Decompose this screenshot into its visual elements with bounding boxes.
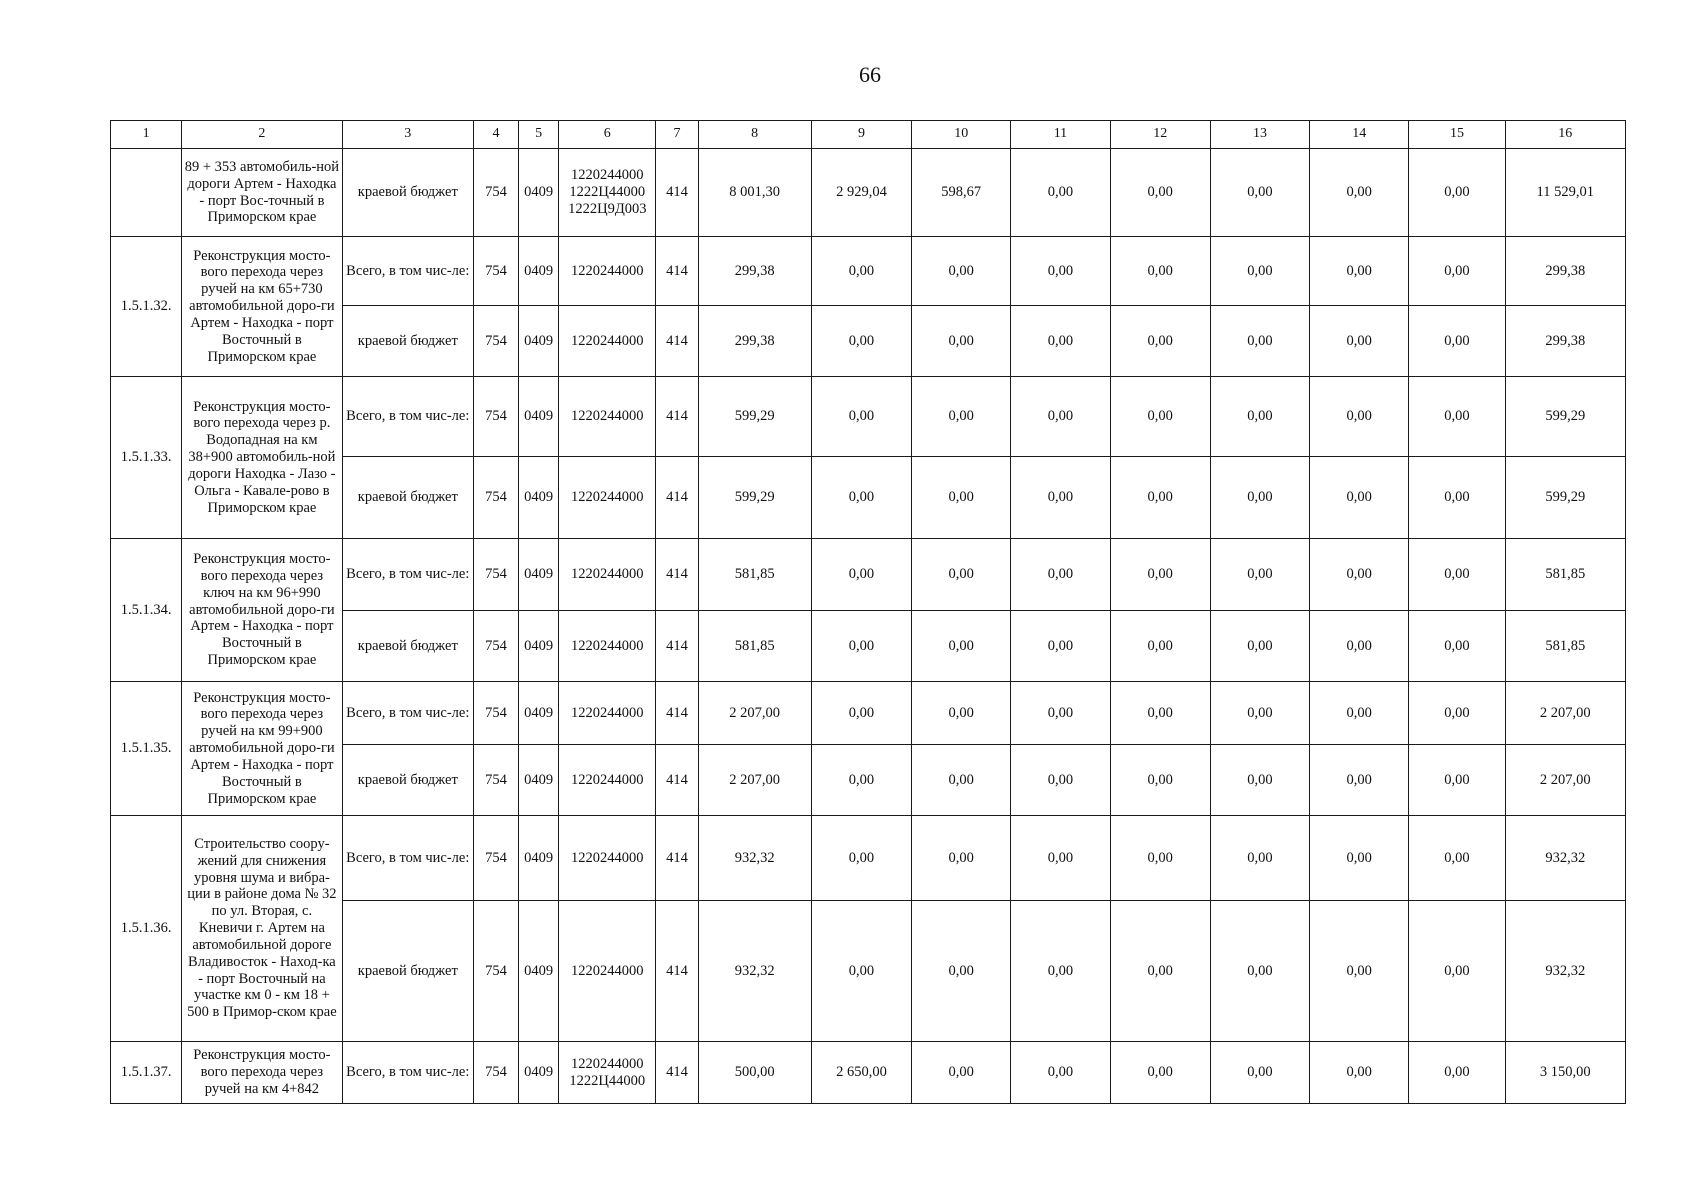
column-number-12: 12 — [1110, 121, 1210, 149]
target-article-code: 1220244000 — [559, 816, 656, 901]
table-row — [111, 237, 1626, 306]
amount-col-13: 0,00 — [1210, 611, 1309, 682]
column-number-15: 15 — [1409, 121, 1505, 149]
amount-col-10: 598,67 — [912, 149, 1011, 237]
expense-type-code: 414 — [656, 306, 698, 377]
amount-col-9: 0,00 — [811, 901, 911, 1042]
amount-col-15: 0,00 — [1409, 237, 1505, 306]
amount-col-13: 0,00 — [1210, 539, 1309, 611]
amount-col-14: 0,00 — [1310, 901, 1409, 1042]
page-number: 66 — [859, 62, 881, 87]
amount-col-13: 0,00 — [1210, 816, 1309, 901]
section-code: 0409 — [519, 237, 559, 306]
expense-type-code: 414 — [656, 611, 698, 682]
amount-col-10: 0,00 — [912, 306, 1011, 377]
funding-source: Всего, в том чис-ле: — [342, 539, 473, 611]
amount-col-12: 0,00 — [1110, 745, 1210, 816]
amount-col-14: 0,00 — [1310, 306, 1409, 377]
amount-col-12: 0,00 — [1110, 149, 1210, 237]
funding-source: краевой бюджет — [342, 901, 473, 1042]
amount-col-8: 8 001,30 — [698, 149, 811, 237]
amount-col-10: 0,00 — [912, 816, 1011, 901]
column-number-3: 3 — [342, 121, 473, 149]
section-code: 0409 — [519, 1042, 559, 1104]
item-description: Строительство соору-жений для снижения уровня шума и вибра-ции в районе дома № 32 по ул. Вторая, с. Кневичи г. Артем на автомобильной дороге Владивосток - Наход-ка - порт Восточный на участке км 0 - км 18 + 500 в Примор-ском крае — [182, 816, 342, 1042]
amount-col-16: 2 207,00 — [1505, 745, 1625, 816]
amount-col-16: 599,29 — [1505, 457, 1625, 539]
amount-col-9: 0,00 — [811, 457, 911, 539]
amount-col-9: 0,00 — [811, 611, 911, 682]
column-number-4: 4 — [473, 121, 518, 149]
amount-col-8: 932,32 — [698, 816, 811, 901]
column-number-14: 14 — [1310, 121, 1409, 149]
amount-col-8: 2 207,00 — [698, 682, 811, 745]
target-article-code: 1220244000 — [559, 611, 656, 682]
ministry-code: 754 — [473, 377, 518, 457]
amount-col-14: 0,00 — [1310, 539, 1409, 611]
target-article-code: 1220244000 1222Ц44000 1222Ц9Д003 — [559, 149, 656, 237]
amount-col-14: 0,00 — [1310, 611, 1409, 682]
amount-col-9: 0,00 — [811, 377, 911, 457]
item-code: 1.5.1.37. — [111, 1042, 182, 1104]
ministry-code: 754 — [473, 611, 518, 682]
column-number-2: 2 — [182, 121, 342, 149]
amount-col-10: 0,00 — [912, 682, 1011, 745]
expense-type-code: 414 — [656, 377, 698, 457]
amount-col-11: 0,00 — [1011, 901, 1110, 1042]
amount-col-8: 299,38 — [698, 306, 811, 377]
funding-source: Всего, в том чис-ле: — [342, 1042, 473, 1104]
amount-col-16: 2 207,00 — [1505, 682, 1625, 745]
target-article-code: 1220244000 — [559, 457, 656, 539]
expense-type-code: 414 — [656, 149, 698, 237]
section-code: 0409 — [519, 539, 559, 611]
column-number-9: 9 — [811, 121, 911, 149]
amount-col-8: 599,29 — [698, 457, 811, 539]
column-number-1: 1 — [111, 121, 182, 149]
amount-col-15: 0,00 — [1409, 816, 1505, 901]
amount-col-9: 0,00 — [811, 539, 911, 611]
amount-col-14: 0,00 — [1310, 682, 1409, 745]
expense-type-code: 414 — [656, 816, 698, 901]
amount-col-9: 2 650,00 — [811, 1042, 911, 1104]
table-row — [111, 149, 1626, 237]
column-number-6: 6 — [559, 121, 656, 149]
amount-col-12: 0,00 — [1110, 457, 1210, 539]
amount-col-11: 0,00 — [1011, 539, 1110, 611]
table-row — [111, 816, 1626, 901]
section-code: 0409 — [519, 816, 559, 901]
amount-col-11: 0,00 — [1011, 1042, 1110, 1104]
target-article-code: 1220244000 — [559, 539, 656, 611]
amount-col-8: 299,38 — [698, 237, 811, 306]
amount-col-12: 0,00 — [1110, 611, 1210, 682]
amount-col-11: 0,00 — [1011, 457, 1110, 539]
expense-type-code: 414 — [656, 901, 698, 1042]
amount-col-15: 0,00 — [1409, 1042, 1505, 1104]
amount-col-11: 0,00 — [1011, 611, 1110, 682]
amount-col-12: 0,00 — [1110, 816, 1210, 901]
amount-col-15: 0,00 — [1409, 149, 1505, 237]
amount-col-16: 581,85 — [1505, 611, 1625, 682]
amount-col-13: 0,00 — [1210, 457, 1309, 539]
item-description: Реконструкция мосто-вого перехода через р. Водопадная на км 38+900 автомобиль-ной дороги Находка - Лазо - Ольга - Кавале-рово в Приморском крае — [182, 377, 342, 539]
ministry-code: 754 — [473, 237, 518, 306]
amount-col-8: 500,00 — [698, 1042, 811, 1104]
item-code: 1.5.1.33. — [111, 377, 182, 539]
ministry-code: 754 — [473, 682, 518, 745]
section-code: 0409 — [519, 377, 559, 457]
funding-source: краевой бюджет — [342, 457, 473, 539]
target-article-code: 1220244000 — [559, 745, 656, 816]
amount-col-9: 0,00 — [811, 237, 911, 306]
ministry-code: 754 — [473, 149, 518, 237]
funding-source: краевой бюджет — [342, 306, 473, 377]
funding-source: Всего, в том чис-ле: — [342, 682, 473, 745]
column-number-row — [111, 121, 1626, 149]
item-description: Реконструкция мосто-вого перехода через ручей на км 99+900 автомобильной доро-ги Артем - Находка - порт Восточный в Приморском крае — [182, 682, 342, 816]
amount-col-9: 0,00 — [811, 745, 911, 816]
target-article-code: 1220244000 — [559, 901, 656, 1042]
expense-type-code: 414 — [656, 682, 698, 745]
section-code: 0409 — [519, 745, 559, 816]
amount-col-8: 581,85 — [698, 539, 811, 611]
amount-col-9: 0,00 — [811, 306, 911, 377]
amount-col-14: 0,00 — [1310, 1042, 1409, 1104]
amount-col-10: 0,00 — [912, 1042, 1011, 1104]
section-code: 0409 — [519, 682, 559, 745]
amount-col-10: 0,00 — [912, 901, 1011, 1042]
amount-col-12: 0,00 — [1110, 901, 1210, 1042]
amount-col-9: 0,00 — [811, 682, 911, 745]
budget-table — [110, 120, 1626, 1104]
amount-col-15: 0,00 — [1409, 539, 1505, 611]
amount-col-13: 0,00 — [1210, 306, 1309, 377]
item-description: Реконструкция мосто-вого перехода через ключ на км 96+990 автомобильной доро-ги Артем - Находка - порт Восточный в Приморском крае — [182, 539, 342, 682]
ministry-code: 754 — [473, 745, 518, 816]
amount-col-11: 0,00 — [1011, 306, 1110, 377]
funding-source: Всего, в том чис-ле: — [342, 377, 473, 457]
amount-col-13: 0,00 — [1210, 682, 1309, 745]
section-code: 0409 — [519, 901, 559, 1042]
amount-col-15: 0,00 — [1409, 377, 1505, 457]
ministry-code: 754 — [473, 539, 518, 611]
amount-col-13: 0,00 — [1210, 237, 1309, 306]
amount-col-11: 0,00 — [1011, 237, 1110, 306]
table-row — [111, 682, 1626, 745]
amount-col-12: 0,00 — [1110, 377, 1210, 457]
amount-col-11: 0,00 — [1011, 377, 1110, 457]
column-number-7: 7 — [656, 121, 698, 149]
amount-col-12: 0,00 — [1110, 1042, 1210, 1104]
ministry-code: 754 — [473, 306, 518, 377]
item-code: 1.5.1.32. — [111, 237, 182, 377]
table-row — [111, 539, 1626, 611]
amount-col-9: 0,00 — [811, 816, 911, 901]
amount-col-9: 2 929,04 — [811, 149, 911, 237]
amount-col-15: 0,00 — [1409, 901, 1505, 1042]
expense-type-code: 414 — [656, 539, 698, 611]
funding-source: краевой бюджет — [342, 745, 473, 816]
section-code: 0409 — [519, 149, 559, 237]
amount-col-16: 299,38 — [1505, 237, 1625, 306]
amount-col-15: 0,00 — [1409, 745, 1505, 816]
amount-col-16: 3 150,00 — [1505, 1042, 1625, 1104]
amount-col-8: 599,29 — [698, 377, 811, 457]
expense-type-code: 414 — [656, 457, 698, 539]
item-code: 1.5.1.36. — [111, 816, 182, 1042]
amount-col-11: 0,00 — [1011, 816, 1110, 901]
amount-col-16: 932,32 — [1505, 816, 1625, 901]
amount-col-11: 0,00 — [1011, 682, 1110, 745]
expense-type-code: 414 — [656, 745, 698, 816]
amount-col-10: 0,00 — [912, 745, 1011, 816]
column-number-8: 8 — [698, 121, 811, 149]
column-number-11: 11 — [1011, 121, 1110, 149]
amount-col-8: 581,85 — [698, 611, 811, 682]
amount-col-15: 0,00 — [1409, 611, 1505, 682]
amount-col-12: 0,00 — [1110, 539, 1210, 611]
target-article-code: 1220244000 — [559, 306, 656, 377]
table-row — [111, 377, 1626, 457]
amount-col-12: 0,00 — [1110, 237, 1210, 306]
amount-col-11: 0,00 — [1011, 745, 1110, 816]
amount-col-10: 0,00 — [912, 457, 1011, 539]
item-description: Реконструкция мосто-вого перехода через ручей на км 4+842 — [182, 1042, 342, 1104]
amount-col-14: 0,00 — [1310, 149, 1409, 237]
funding-source: Всего, в том чис-ле: — [342, 237, 473, 306]
item-description: Реконструкция мосто-вого перехода через ручей на км 65+730 автомобильной доро-ги Артем - Находка - порт Восточный в Приморском крае — [182, 237, 342, 377]
column-number-13: 13 — [1210, 121, 1309, 149]
amount-col-14: 0,00 — [1310, 745, 1409, 816]
target-article-code: 1220244000 — [559, 237, 656, 306]
amount-col-15: 0,00 — [1409, 457, 1505, 539]
amount-col-8: 2 207,00 — [698, 745, 811, 816]
amount-col-14: 0,00 — [1310, 816, 1409, 901]
amount-col-14: 0,00 — [1310, 237, 1409, 306]
amount-col-12: 0,00 — [1110, 682, 1210, 745]
expense-type-code: 414 — [656, 1042, 698, 1104]
section-code: 0409 — [519, 457, 559, 539]
ministry-code: 754 — [473, 1042, 518, 1104]
table-row — [111, 1042, 1626, 1104]
amount-col-16: 581,85 — [1505, 539, 1625, 611]
amount-col-14: 0,00 — [1310, 377, 1409, 457]
target-article-code: 1220244000 — [559, 377, 656, 457]
amount-col-10: 0,00 — [912, 377, 1011, 457]
amount-col-15: 0,00 — [1409, 306, 1505, 377]
column-number-5: 5 — [519, 121, 559, 149]
amount-col-13: 0,00 — [1210, 901, 1309, 1042]
amount-col-11: 0,00 — [1011, 149, 1110, 237]
target-article-code: 1220244000 — [559, 682, 656, 745]
ministry-code: 754 — [473, 901, 518, 1042]
amount-col-16: 932,32 — [1505, 901, 1625, 1042]
section-code: 0409 — [519, 306, 559, 377]
amount-col-12: 0,00 — [1110, 306, 1210, 377]
expense-type-code: 414 — [656, 237, 698, 306]
amount-col-13: 0,00 — [1210, 1042, 1309, 1104]
amount-col-16: 599,29 — [1505, 377, 1625, 457]
amount-col-8: 932,32 — [698, 901, 811, 1042]
item-code: 1.5.1.34. — [111, 539, 182, 682]
column-number-10: 10 — [912, 121, 1011, 149]
target-article-code: 1220244000 1222Ц44000 — [559, 1042, 656, 1104]
amount-col-16: 11 529,01 — [1505, 149, 1625, 237]
amount-col-13: 0,00 — [1210, 149, 1309, 237]
item-code — [111, 149, 182, 237]
amount-col-13: 0,00 — [1210, 745, 1309, 816]
ministry-code: 754 — [473, 457, 518, 539]
section-code: 0409 — [519, 611, 559, 682]
amount-col-10: 0,00 — [912, 539, 1011, 611]
amount-col-15: 0,00 — [1409, 682, 1505, 745]
funding-source: краевой бюджет — [342, 149, 473, 237]
ministry-code: 754 — [473, 816, 518, 901]
amount-col-10: 0,00 — [912, 611, 1011, 682]
column-number-16: 16 — [1505, 121, 1625, 149]
funding-source: Всего, в том чис-ле: — [342, 816, 473, 901]
amount-col-13: 0,00 — [1210, 377, 1309, 457]
amount-col-10: 0,00 — [912, 237, 1011, 306]
item-description: 89 + 353 автомобиль-ной дороги Артем - Находка - порт Вос-точный в Приморском крае — [182, 149, 342, 237]
funding-source: краевой бюджет — [342, 611, 473, 682]
item-code: 1.5.1.35. — [111, 682, 182, 816]
amount-col-16: 299,38 — [1505, 306, 1625, 377]
amount-col-14: 0,00 — [1310, 457, 1409, 539]
table-body — [111, 149, 1626, 1104]
